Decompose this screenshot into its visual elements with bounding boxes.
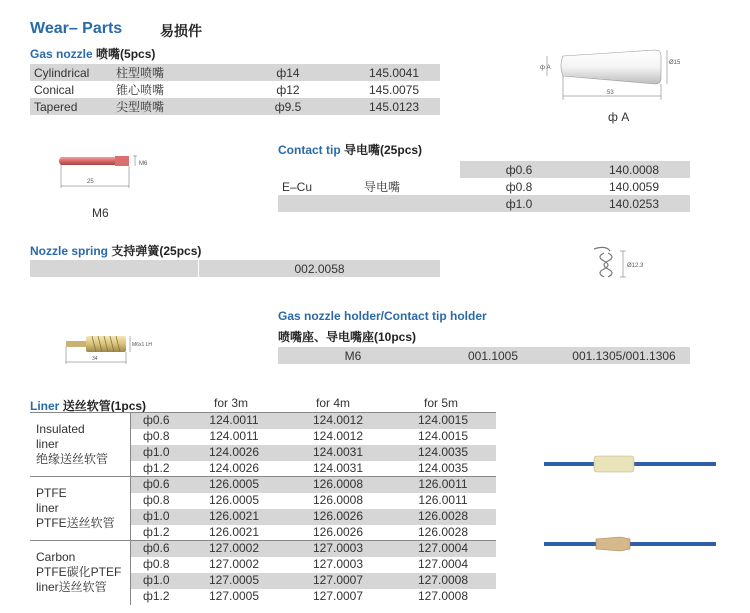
gas-nozzle-label-cn: 喷嘴(5pcs) bbox=[96, 47, 156, 61]
holder-heading-cn: 喷嘴座、导电嘴座(10pcs) bbox=[278, 330, 417, 344]
liner-code: 126.0028 bbox=[417, 524, 469, 539]
liner-dia: ф1.2 bbox=[130, 525, 182, 541]
nozzle-spring-label: Nozzle spring bbox=[30, 244, 109, 258]
contact-tip-label: Contact tip bbox=[278, 143, 341, 157]
table-row bbox=[278, 178, 690, 195]
nozzle-name: Tapered bbox=[30, 98, 112, 115]
liner-code: 127.0004 bbox=[390, 541, 496, 557]
length-label: 25 bbox=[87, 179, 94, 185]
table-row bbox=[30, 64, 440, 81]
liner-code: 124.0012 bbox=[286, 413, 390, 429]
liner-type-line: PTFE碳化PTEF bbox=[36, 565, 122, 580]
nozzle-dia: ф12 bbox=[228, 81, 348, 98]
nozzle-spring-label-cn: 支持弹簧(25pcs) bbox=[111, 244, 202, 258]
nozzle-shape bbox=[561, 50, 661, 84]
holder-heading: Gas nozzle holder/Contact tip holder bbox=[278, 309, 487, 323]
liner-code: 127.0003 bbox=[312, 557, 364, 571]
liner-dia: ф1.2 bbox=[130, 589, 182, 605]
liner-dia: ф0.8 bbox=[130, 493, 182, 509]
length-label: 53 bbox=[607, 90, 614, 96]
tip-material-cn: 导电嘴 bbox=[360, 178, 460, 195]
liner-code: 127.0007 bbox=[286, 573, 390, 589]
liner-label-cn: 送丝软管(1pcs) bbox=[62, 399, 147, 413]
liner-code: 124.0012 bbox=[312, 429, 364, 443]
liner-dia: ф1.2 bbox=[130, 461, 182, 477]
liner-code: 124.0015 bbox=[417, 429, 469, 443]
liner-type bbox=[30, 541, 130, 605]
nozzle-code: 145.0041 bbox=[348, 64, 440, 81]
liner-code: 124.0026 bbox=[208, 460, 260, 475]
gas-nozzle-heading bbox=[30, 45, 155, 62]
contact-tip-table bbox=[278, 161, 690, 212]
liner-code: 126.0026 bbox=[312, 524, 364, 539]
liner-code: 126.0005 bbox=[208, 493, 260, 507]
nozzle-code: 145.0123 bbox=[348, 98, 440, 115]
liner-code: 126.0026 bbox=[286, 509, 390, 525]
tip-thread bbox=[115, 156, 129, 166]
liner-fitting bbox=[596, 537, 630, 551]
contact-tip-label-cn: 导电嘴(25pcs) bbox=[344, 143, 423, 157]
liner-table bbox=[30, 412, 496, 605]
liner-dia: ф0.6 bbox=[130, 477, 182, 493]
liner-code: 124.0035 bbox=[417, 460, 469, 475]
contact-tip-heading bbox=[278, 141, 422, 158]
liner-type bbox=[30, 477, 130, 541]
liner-code: 126.0011 bbox=[390, 477, 496, 493]
liner-dia: ф0.6 bbox=[130, 413, 182, 429]
liner-code: 124.0011 bbox=[182, 413, 286, 429]
liner-dia: ф1.0 bbox=[130, 573, 182, 589]
table-row bbox=[278, 347, 690, 364]
holder-code-2: 001.1305/001.1306 bbox=[558, 347, 690, 364]
liner-type-line: liner bbox=[36, 437, 59, 451]
nozzle-spring-heading bbox=[30, 242, 201, 259]
liner-code: 126.0021 bbox=[208, 524, 260, 539]
liner-code: 126.0008 bbox=[312, 493, 364, 507]
col-header: for 3m bbox=[214, 396, 249, 410]
holder-thread: M6 bbox=[278, 347, 428, 364]
liner-code: 127.0008 bbox=[417, 589, 469, 603]
liner-type-line: liner bbox=[36, 501, 59, 515]
tip-dia: ф1.0 bbox=[460, 195, 578, 212]
liner-code: 124.0031 bbox=[286, 445, 390, 461]
table-row bbox=[30, 413, 496, 429]
liner-label: Liner bbox=[30, 399, 60, 413]
liner-code: 126.0021 bbox=[182, 509, 286, 525]
gas-nozzle-label: Gas nozzle bbox=[30, 47, 93, 61]
col-header: for 5m bbox=[424, 396, 459, 410]
gas-nozzle-table bbox=[30, 64, 440, 115]
holder-diagram bbox=[62, 330, 172, 370]
thread-label: M6 bbox=[139, 161, 148, 167]
table-row bbox=[30, 260, 440, 277]
spring-dim-label: Ø12.3 bbox=[627, 263, 644, 269]
nozzle-name-cn: 锥心喷嘴 bbox=[112, 81, 228, 98]
liner-code: 124.0031 bbox=[312, 460, 364, 475]
liner-code: 126.0028 bbox=[390, 509, 496, 525]
liner-code: 126.0008 bbox=[286, 477, 390, 493]
tip-material: E–Cu bbox=[278, 178, 360, 195]
contact-tip-diagram bbox=[55, 148, 165, 204]
tip-dia: ф0.8 bbox=[460, 178, 578, 195]
holder-length-label: 34 bbox=[92, 356, 98, 362]
carbon-liner-image bbox=[540, 530, 720, 556]
spring-coil bbox=[594, 247, 612, 277]
tip-dia: ф0.6 bbox=[460, 161, 578, 178]
dim-a-label: ф A bbox=[540, 65, 551, 71]
nozzle-code: 145.0075 bbox=[348, 81, 440, 98]
page-title-cn: 易损件 bbox=[160, 23, 202, 39]
liner-type-line: liner送丝软管 bbox=[36, 580, 107, 595]
liner-dia: ф0.6 bbox=[130, 541, 182, 557]
liner-dia: ф1.0 bbox=[130, 445, 182, 461]
liner-code: 127.0007 bbox=[312, 589, 364, 603]
liner-type-line: PTFE送丝软管 bbox=[36, 516, 115, 530]
nozzle-name-cn: 尖型喷嘴 bbox=[112, 98, 228, 115]
holder-table bbox=[278, 347, 690, 364]
table-row bbox=[30, 541, 496, 557]
liner-type bbox=[30, 413, 130, 477]
nozzle-spring-diagram bbox=[590, 243, 670, 283]
liner-code: 127.0005 bbox=[208, 589, 260, 603]
spring-code: 002.0058 bbox=[198, 260, 440, 277]
liner-code: 126.0005 bbox=[182, 477, 286, 493]
nozzle-name: Conical bbox=[30, 81, 112, 98]
liner-code: 124.0026 bbox=[182, 445, 286, 461]
liner-code: 124.0011 bbox=[209, 429, 259, 443]
col-header: for 4m bbox=[316, 396, 351, 410]
page-title: Wear– Parts bbox=[30, 20, 123, 37]
liner-code: 127.0002 bbox=[182, 541, 286, 557]
liner-code: 126.0011 bbox=[418, 493, 468, 507]
tip-body bbox=[59, 157, 115, 165]
table-row bbox=[278, 195, 690, 212]
liner-code: 124.0035 bbox=[390, 445, 496, 461]
tip-code: 140.0253 bbox=[578, 195, 690, 212]
contact-tip-caption: M6 bbox=[92, 206, 109, 220]
dim-d-label: Ø15 bbox=[669, 60, 681, 66]
liner-dia: ф0.8 bbox=[130, 557, 182, 573]
tip-code: 140.0008 bbox=[578, 161, 690, 178]
liner-dia: ф0.8 bbox=[130, 429, 182, 445]
insulated-liner-image bbox=[540, 448, 720, 478]
table-row bbox=[30, 477, 496, 493]
liner-code: 127.0002 bbox=[208, 557, 260, 571]
nozzle-dia: ф14 bbox=[228, 64, 348, 81]
liner-sleeve bbox=[594, 456, 634, 472]
liner-body bbox=[30, 413, 496, 605]
liner-type-line: 绝缘送丝软管 bbox=[36, 452, 109, 466]
liner-dia: ф1.0 bbox=[130, 509, 182, 525]
nozzle-spring-table bbox=[30, 260, 440, 277]
nozzle-dia: ф9.5 bbox=[228, 98, 348, 115]
liner-code: 127.0003 bbox=[286, 541, 390, 557]
tip-code: 140.0059 bbox=[578, 178, 690, 195]
holder-code-1: 001.1005 bbox=[428, 347, 558, 364]
table-row bbox=[30, 81, 440, 98]
liner-code: 127.0004 bbox=[417, 557, 469, 571]
holder-shaft bbox=[66, 341, 86, 347]
nozzle-name: Cylindrical bbox=[30, 64, 112, 81]
liner-type-line: PTFE bbox=[36, 486, 67, 500]
liner-type-line: Insulated bbox=[36, 422, 85, 436]
table-row bbox=[278, 161, 690, 178]
liner-code: 127.0008 bbox=[390, 573, 496, 589]
liner-type-line: Carbon bbox=[36, 550, 76, 565]
gas-nozzle-diagram bbox=[535, 42, 695, 110]
table-row bbox=[30, 98, 440, 115]
liner-code: 127.0005 bbox=[182, 573, 286, 589]
liner-code: 124.0015 bbox=[390, 413, 496, 429]
holder-thread-label: M6x1 LH bbox=[132, 342, 153, 348]
nozzle-name-cn: 柱型喷嘴 bbox=[112, 64, 228, 81]
gas-nozzle-caption: ф A bbox=[608, 110, 630, 124]
